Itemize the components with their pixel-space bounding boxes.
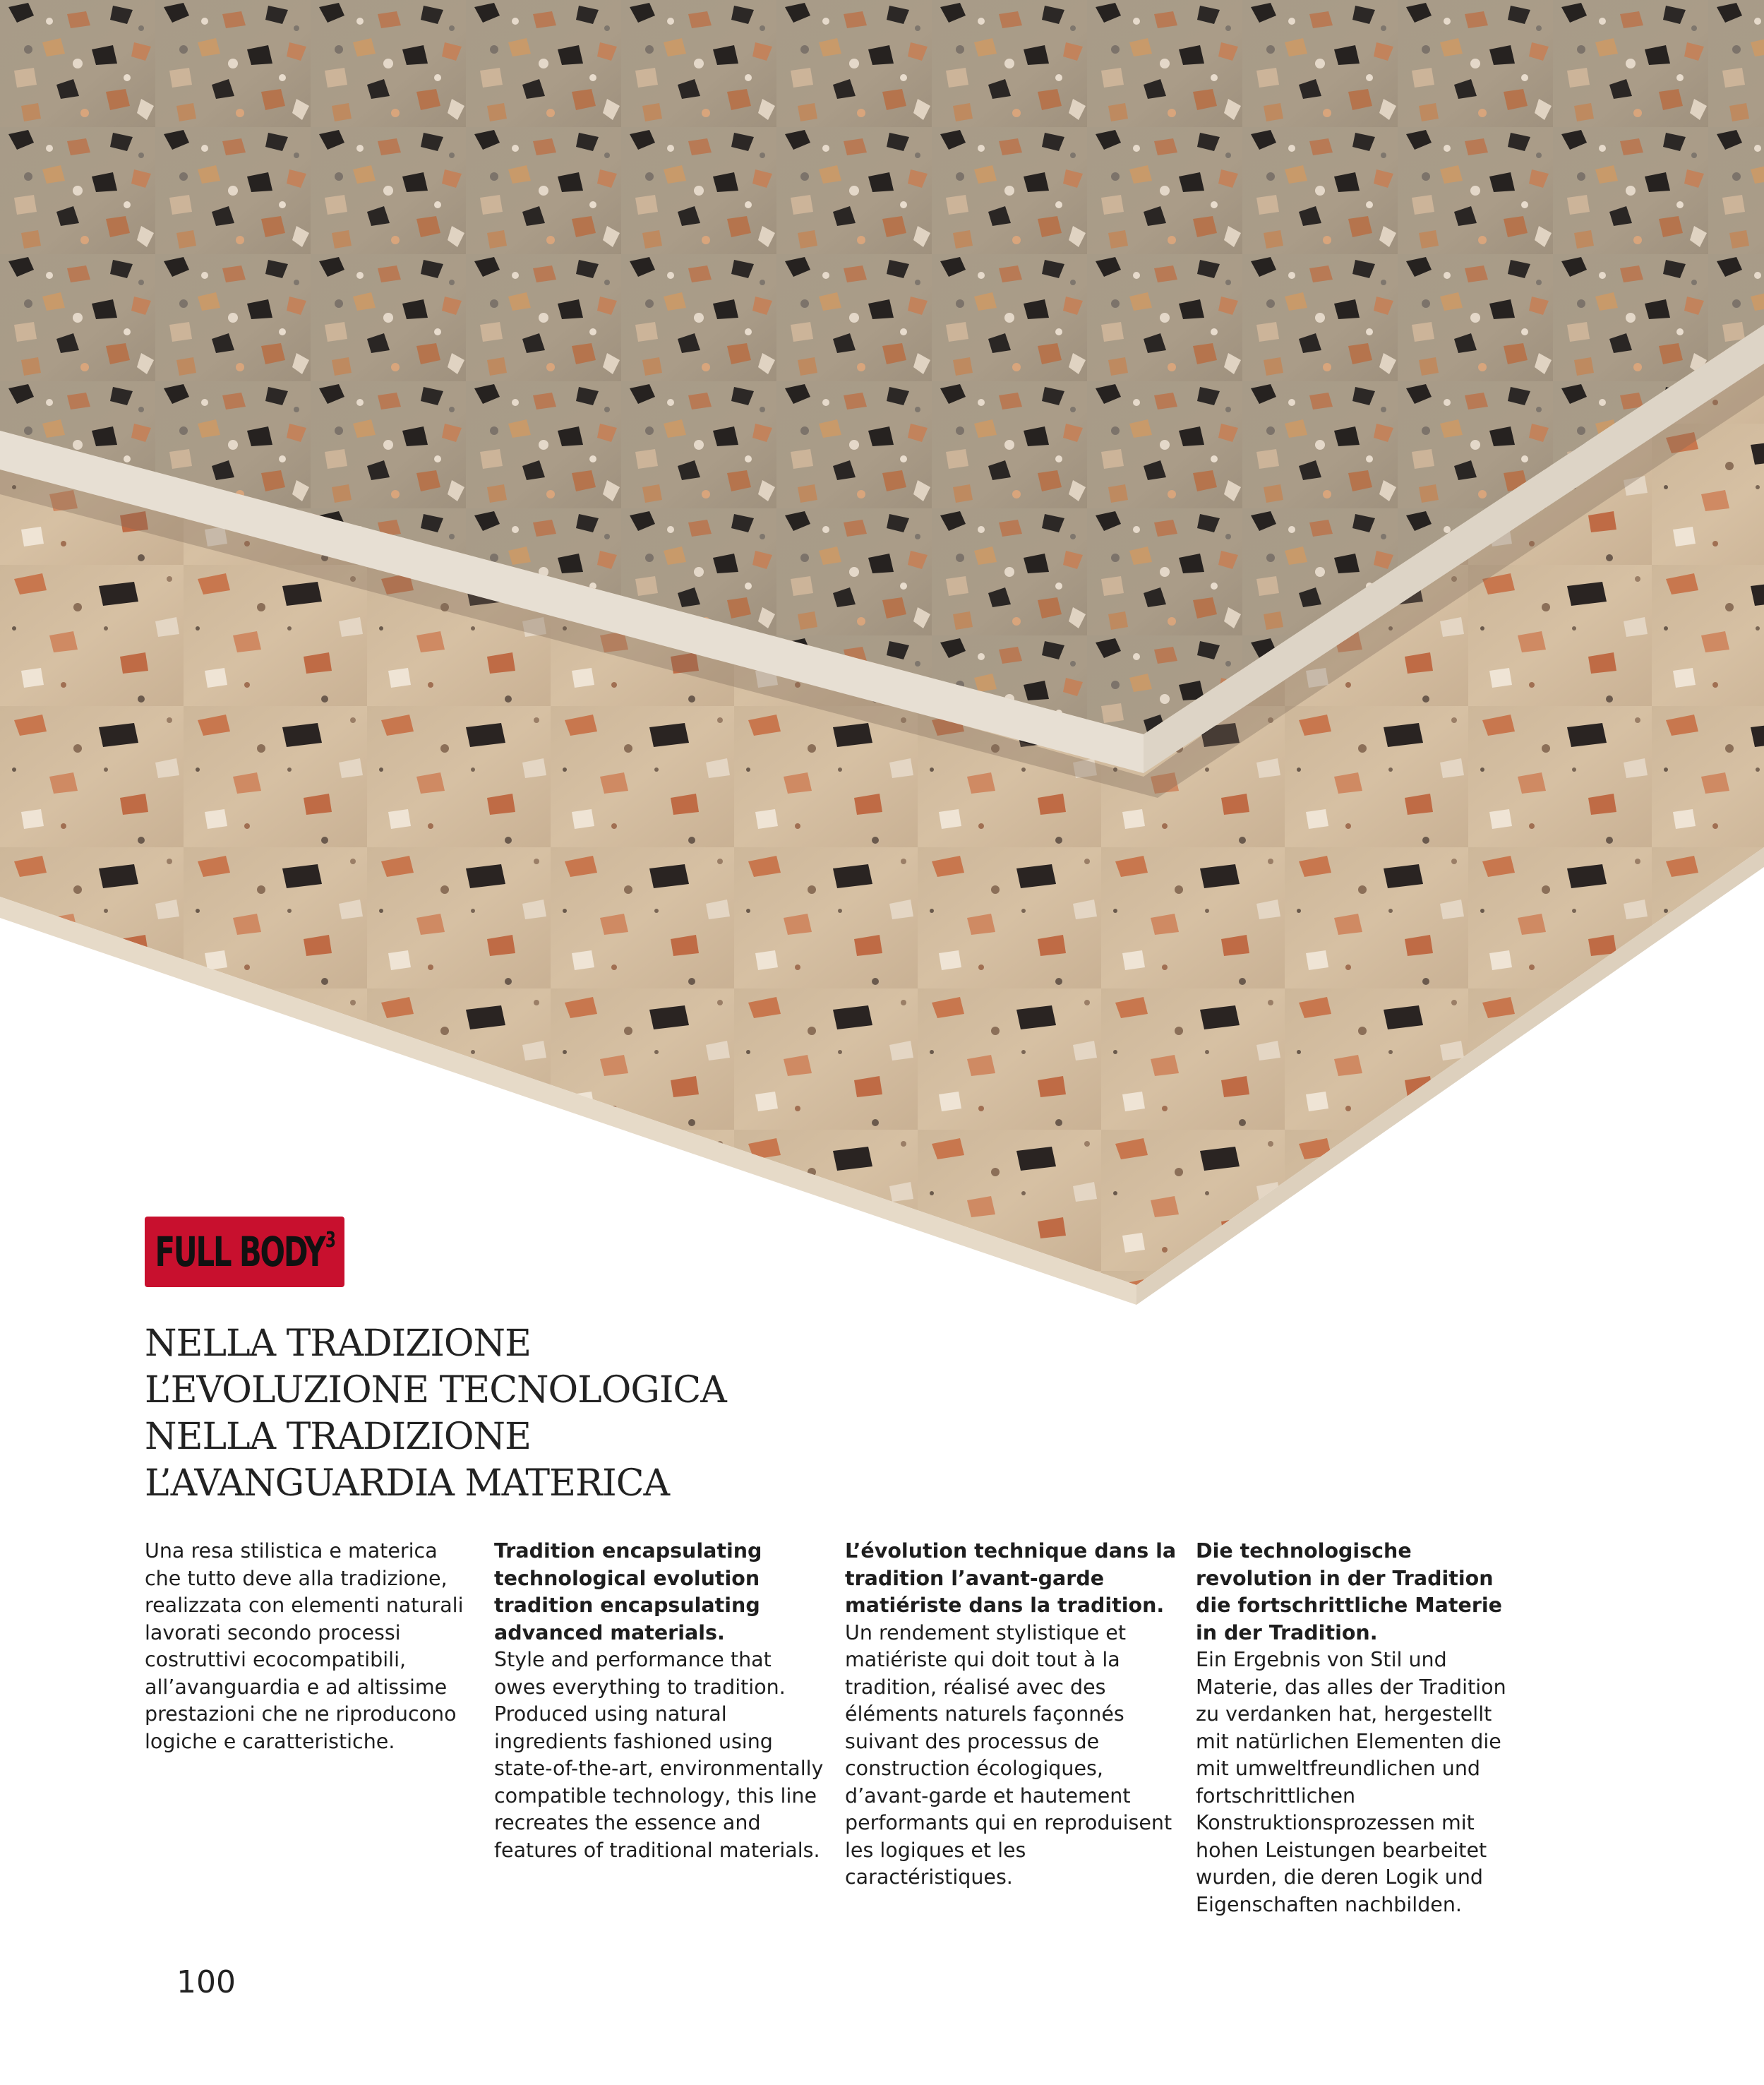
german-lead: Die technologische revolution in der Tradition die fortschrittliche Materie in der Tradition.: [1196, 1539, 1502, 1644]
headline-line: NELLA TRADIZIONE: [145, 1322, 531, 1365]
full-body-badge: [145, 1217, 344, 1287]
headline-line: L’EVOLUZIONE TECNOLOGICA: [145, 1369, 726, 1411]
french-body: Un rendement stylistique et matiériste qui doit tout à la tradition, réalisé avec des éléments naturels façonnés suivant des processus de construction écologiques, d’avant-garde et hautement performants qui en reproduisent les logiques et les caractéristiques.: [845, 1620, 1172, 1889]
german-body: Ein Ergebnis von Stil und Materie, das alles der Tradition zu verdanken hat, hergestellt mit natürlichen Elementen die mit umweltfreundlichen und fortschrittlichen Konstruktionsprozessen mit hohen Leistungen bearbeitet wurden, die deren Logik und Eigenschaften nachbilden.: [1196, 1648, 1506, 1916]
column-french: [845, 1538, 1177, 1892]
french-lead: L’évolution technique dans la tradition l’avant-garde matiériste dans la tradition.: [845, 1539, 1177, 1617]
page-number: 100: [176, 1964, 236, 2000]
column-english: [494, 1538, 826, 1864]
english-lead: Tradition encapsulating technological evolution tradition encapsulating advanced materials.: [494, 1539, 762, 1644]
headline: [145, 1320, 921, 1507]
english-body: Style and performance that owes everything to tradition. Produced using natural ingredients fashioned using state-of-the-art, environmentally compatible technology, this line recreates the essence and features of traditional materials.: [494, 1648, 824, 1862]
italian-body: Una resa stilistica e materica che tutto deve alla tradizione, realizzata con elementi naturali lavorati secondo processi costruttivi ecocompatibili, all’avanguardia e ad altissime prestazioni che ne riproducono logiche e caratteristiche.: [145, 1539, 464, 1753]
column-german: [1196, 1538, 1528, 1918]
headline-line: L’AVANGUARDIA MATERICA: [145, 1462, 670, 1505]
headline-line: NELLA TRADIZIONE: [145, 1416, 531, 1458]
column-italian: [145, 1538, 476, 1755]
badge-label: FULL BODY$^3$: [155, 1228, 335, 1276]
